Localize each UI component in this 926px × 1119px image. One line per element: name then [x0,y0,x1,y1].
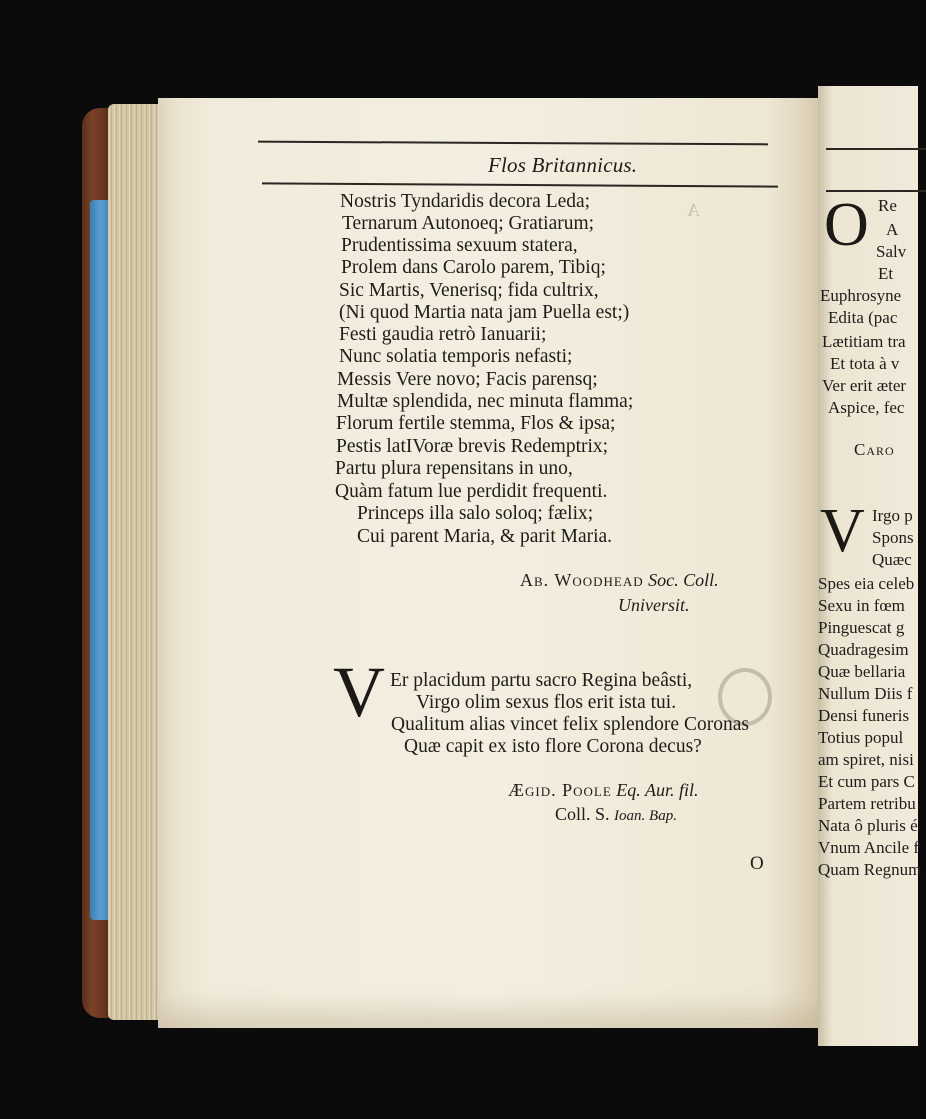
poem-1-line: Prolem dans Carolo parem, Tibiq; [341,257,606,278]
signature-2-college-abbr: Ioan. Bap. [614,808,677,824]
running-head: Flos Britannicus. [488,153,638,177]
right-page-line: Et [878,264,894,283]
drop-cap: V [333,652,385,732]
poem-2-line: Virgo olim sexus flos erit ista tui. [416,692,677,713]
poem-1-line: Ternarum Autonoeq; Gratiarum; [342,213,595,234]
poem-1-line: Sic Martis, Venerisq; fida cultrix, [339,280,599,301]
right-page-line: Spons [872,528,914,547]
poem-2-line: Qualitum alias vincet felix splendore Coronas [391,714,749,735]
signature-1-affiliation: Soc. Coll. [648,570,719,590]
right-page-line: Nata ô pluris é [818,816,918,835]
right-page [818,86,922,1046]
poem-1-line: Florum fertile stemma, Flos & ipsa; [336,413,616,434]
right-page-line: Euphrosyne [820,286,902,305]
poem-1-line: Multæ splendida, nec minuta flamma; [337,391,634,412]
right-page-line: Ver erit æter [822,376,907,395]
poem-1-line: Quàm fatum lue perdidit frequenti. [335,481,608,502]
signature-1-name: Ab. Woodhead [520,570,644,590]
right-page-line: Totius popul [818,728,904,747]
poem-1-line: Messis Vere novo; Facis parensq; [337,369,598,390]
signature-2-name: Ægid. Poole [508,780,612,800]
right-page-rule-top [826,148,926,150]
signature-2-college-name: Coll. S. [555,804,610,824]
poem-1-closing-line: Cui parent Maria, & parit Maria. [357,526,613,547]
right-page-line: am spiret, nisi [818,750,914,769]
right-page-line: Vnum Ancile f [818,838,920,857]
right-page-name: Caro [854,440,895,459]
right-page-line: Salv [876,242,907,261]
poem-1-line: Pestis latIVoræ brevis Redemptrix; [336,436,609,457]
poem-1-line: Partu plura repensitans in uno, [335,458,573,479]
right-page-line: Quæc [872,550,912,569]
poem-2-line: Er placidum partu sacro Regina beâsti, [390,670,693,691]
right-page-line: Quadragesim [818,640,909,659]
right-page-line: Nullum Diis f [818,684,913,703]
right-page-line: Edita (pac [828,308,898,327]
poem-1-line: Festi gaudia retrò Ianuarii; [339,324,547,345]
right-page-line: Spes eia celeb [818,574,915,593]
show-through-text: A [687,200,700,220]
signature-2-college [555,803,677,827]
right-page-line: A [886,220,899,239]
right-page-line: Et cum pars C [818,772,915,791]
signature-2 [508,779,698,801]
right-page-line: Aspice, fec [828,398,905,417]
right-page-line: Partem retribu [818,794,916,813]
right-page-drop-cap-2: V [820,497,865,565]
right-page-line: Re [878,196,897,215]
right-page-line: Quam Regnum [818,860,922,879]
right-page-line: Lætitiam tra [822,332,906,351]
right-page-line: Sexu in fœm [818,596,905,615]
right-page-line: Irgo p [872,506,913,525]
poem-1-closing-line: Princeps illa salo soloq; fælix; [357,503,594,524]
right-page-line: Pinguescat g [818,618,905,637]
signature-2-title: Eq. Aur. fil. [616,780,699,800]
catchword: O [750,853,764,874]
right-page-line: Quæ bellaria [818,662,906,681]
right-page-drop-cap: O [824,191,869,259]
right-page-line: Et tota à v [830,354,900,373]
right-page-line: Densi funeris [818,706,910,725]
poem-1-line: Prudentissima sexuum statera, [341,235,578,256]
poem-1-line: Nostris Tyndaridis decora Leda; [340,191,591,212]
signature-1 [520,569,719,591]
poem-2-line: Quæ capit ex isto flore Corona decus? [404,736,702,757]
signature-1-university: Universit. [618,595,690,615]
poem-1-line: (Ni quod Martia nata jam Puella est;) [339,302,630,323]
poem-1-line: Nunc solatia temporis nefasti; [339,346,573,367]
